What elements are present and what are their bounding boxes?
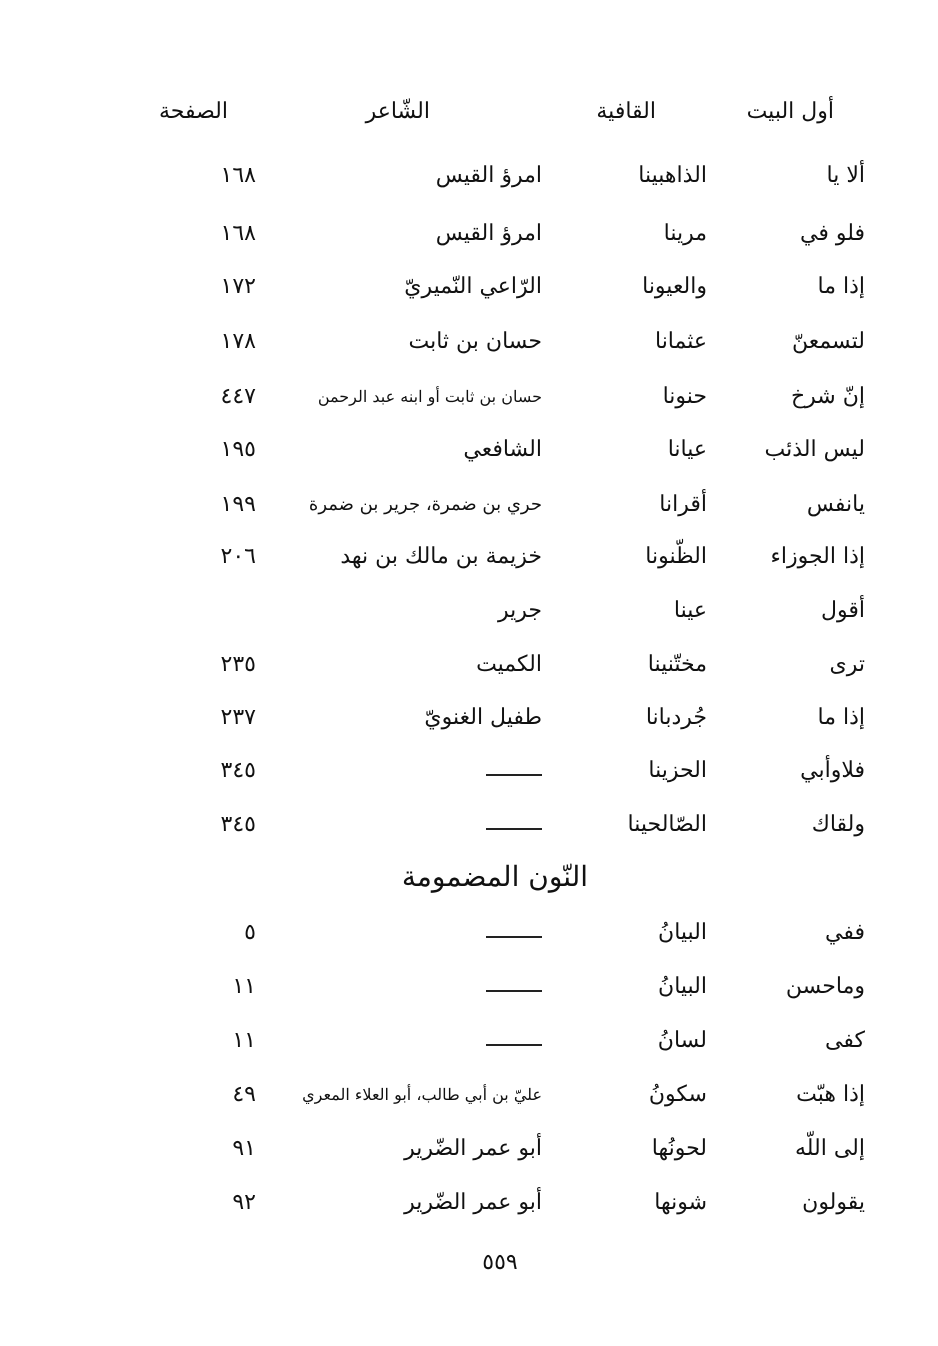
first-of-verse: كفى: [825, 1028, 865, 1053]
first-of-verse: إذا ما: [817, 274, 865, 299]
first-of-verse: ألا يا: [826, 163, 865, 188]
poet: خزيمة بن مالك بن نهد: [340, 544, 542, 569]
table-header: [0, 92, 938, 132]
header-rhyme: القافية: [596, 99, 656, 124]
table-row: [0, 485, 938, 525]
first-of-verse: لتسمعنّ: [791, 329, 865, 354]
page-ref: ١٩٥: [220, 437, 256, 462]
rhyme: البيانُ: [658, 974, 707, 999]
table-row: [0, 591, 938, 631]
poet: الرّاعي النّميريّ: [404, 274, 542, 299]
rhyme: حنونا: [662, 384, 707, 409]
table-row: [0, 967, 938, 1007]
first-of-verse: إذا هبّت: [796, 1082, 865, 1107]
page-ref: ١١: [232, 974, 256, 999]
rhyme: جُردبانا: [645, 705, 707, 730]
first-of-verse: ترى: [829, 652, 865, 677]
first-of-verse: ففي: [825, 920, 865, 945]
rhyme: مرينا: [663, 221, 707, 246]
dash: [486, 936, 542, 938]
table-row: [0, 1075, 938, 1115]
poet: الكميت: [476, 652, 542, 677]
rhyme: الذاهبينا: [638, 163, 707, 188]
table-row: [0, 751, 938, 791]
table-row: [0, 156, 938, 196]
poet: أبو عمر الضّرير: [404, 1136, 542, 1161]
rhyme: عيانا: [667, 437, 707, 462]
page-ref: ٤٤٧: [220, 384, 256, 409]
table-row: [0, 537, 938, 577]
table-row: [0, 645, 938, 685]
page-ref: ١١: [232, 1028, 256, 1053]
table-row: [0, 322, 938, 362]
first-of-verse: إنّ شرخ: [790, 384, 865, 409]
dash: [486, 774, 542, 776]
table-row: [0, 698, 938, 738]
page-ref: ١٦٨: [220, 163, 256, 188]
first-of-verse: يقولون: [802, 1190, 865, 1215]
table-row: [0, 267, 938, 307]
table-row: [0, 913, 938, 953]
first-of-verse: يانفس: [806, 492, 865, 517]
poet: حسان بن ثابت: [408, 329, 542, 354]
rhyme: عينا: [673, 598, 707, 623]
table-row: [0, 1183, 938, 1223]
header-first-of-verse: أول البيت: [746, 99, 834, 124]
rhyme: مختّنينا: [647, 652, 707, 677]
rhyme: الحزينا: [648, 758, 707, 783]
page-ref: ٣٤٥: [220, 758, 256, 783]
poet-placeholder-dash: [486, 805, 542, 845]
rhyme: البيانُ: [658, 920, 707, 945]
poet-placeholder-dash: [486, 967, 542, 1007]
table-row: [0, 1129, 938, 1169]
first-of-verse: ليس الذئب: [764, 437, 865, 462]
table-row: [0, 1021, 938, 1061]
poet: أبو عمر الضّرير: [404, 1190, 542, 1215]
poet: امرؤ القيس: [435, 163, 542, 188]
rhyme: أقرانا: [659, 492, 707, 517]
page-ref: ٢٣٧: [220, 705, 256, 730]
poet: جرير: [498, 598, 542, 623]
rhyme: الظّنونا: [645, 544, 707, 569]
table-row: [0, 214, 938, 254]
header-page: الصفحة: [158, 99, 228, 124]
poet: الشافعي: [463, 437, 542, 462]
first-of-verse: ولقاك: [811, 812, 865, 837]
header-poet: الشّاعر: [365, 99, 430, 124]
page-ref: ١٧٢: [220, 274, 256, 299]
poet-placeholder-dash: [486, 913, 542, 953]
page-ref: ٢٠٦: [220, 544, 256, 569]
page-ref: ٥: [244, 920, 256, 945]
rhyme: عثمانا: [654, 329, 707, 354]
poet-placeholder-dash: [486, 751, 542, 791]
page-ref: ٩٢: [232, 1190, 256, 1215]
page-number: ٥٥٩: [482, 1250, 518, 1275]
rhyme: لسانُ: [657, 1028, 707, 1053]
page-ref: ٢٣٥: [220, 652, 256, 677]
page-ref: ١٦٨: [220, 221, 256, 246]
rhyme: سكونُ: [648, 1082, 707, 1107]
page-ref: ٣٤٥: [220, 812, 256, 837]
dash: [486, 990, 542, 992]
page-ref: ١٧٨: [220, 329, 256, 354]
first-of-verse: وماحسن: [785, 974, 865, 999]
page-ref: ١٩٩: [220, 492, 256, 517]
rhyme: شونها: [654, 1190, 707, 1215]
page-ref: ٤٩: [232, 1082, 256, 1107]
first-of-verse: إلى اللّه: [794, 1136, 865, 1161]
first-of-verse: إذا الجوزاء: [770, 544, 865, 569]
dash: [486, 828, 542, 830]
poet: عليّ بن أبي طالب، أبو العلاء المعري: [302, 1085, 542, 1104]
poet: طفيل الغنويّ: [424, 705, 542, 730]
rhyme: الصّالحينا: [627, 812, 707, 837]
first-of-verse: أقول: [821, 598, 865, 623]
poet: حسان بن ثابت أو ابنه عبد الرحمن: [317, 387, 542, 406]
table-row: [0, 805, 938, 845]
poet: حري بن ضمرة، جرير بن ضمرة: [308, 494, 542, 515]
dash: [486, 1044, 542, 1046]
first-of-verse: فلاوأبي: [800, 758, 865, 783]
rhyme: لحونُها: [651, 1136, 707, 1161]
poet-placeholder-dash: [486, 1021, 542, 1061]
poet: امرؤ القيس: [435, 221, 542, 246]
table-row: [0, 377, 938, 417]
first-of-verse: إذا ما: [817, 705, 865, 730]
page-ref: ٩١: [232, 1136, 256, 1161]
rhyme: والعيونا: [642, 274, 707, 299]
table-row: [0, 430, 938, 470]
first-of-verse: فلو في: [799, 221, 865, 246]
section-title: النّون المضمومة: [401, 860, 589, 893]
